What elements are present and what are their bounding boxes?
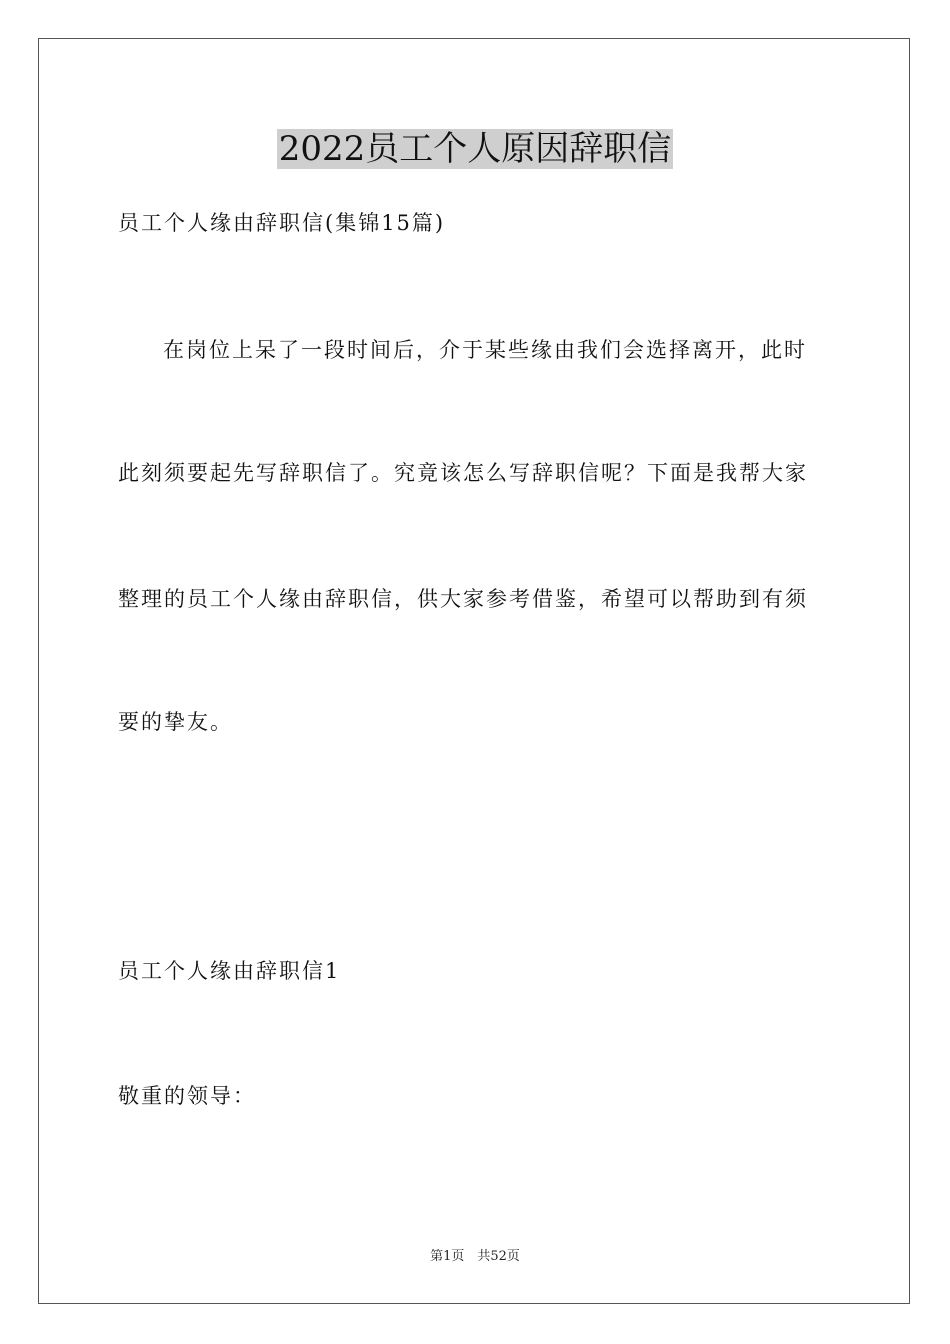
salutation: 敬重的领导： xyxy=(118,1084,256,1108)
document-subtitle: 员工个人缘由辞职信(集锦15篇) xyxy=(118,211,446,235)
paragraph-line: 此刻须要起先写辞职信了。究竟该怎么写辞职信呢？下面是我帮大家 xyxy=(118,461,808,485)
page-footer: 第1页 共52页 xyxy=(430,1249,520,1264)
paragraph-line: 在岗位上呆了一段时间后，介于某些缘由我们会选择离开，此时 xyxy=(163,338,807,362)
paragraph-line: 整理的员工个人缘由辞职信，供大家参考借鉴，希望可以帮助到有须 xyxy=(118,587,808,611)
document-title-text: 2022员工个人原因辞职信 xyxy=(278,129,672,169)
document-title xyxy=(0,126,950,172)
paragraph-line: 要的挚友。 xyxy=(118,710,233,734)
section-heading: 员工个人缘由辞职信1 xyxy=(118,959,341,983)
